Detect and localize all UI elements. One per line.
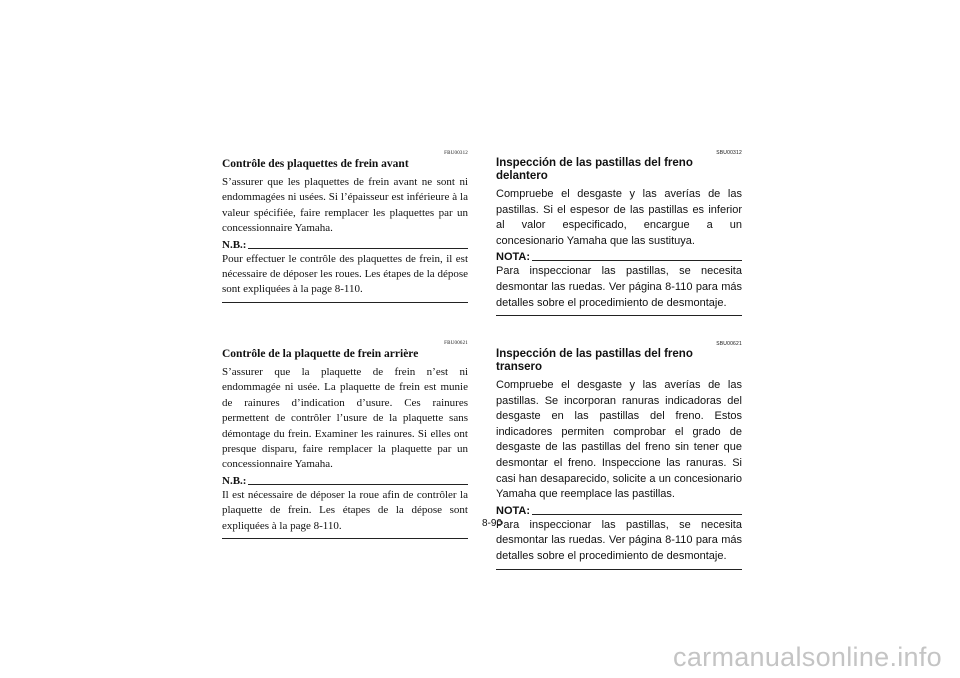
note-text: Il est nécessaire de déposer la roue afin de contrôler la plaquette de frein. Les étapes de la dépose sont expliquées à la page 8-110. — [222, 488, 468, 532]
page-number: 8-90 — [481, 518, 502, 529]
section-body: Compruebe el desgaste y las averías de las pastillas. Se incorporan ranuras indicadoras del desgaste en las pastillas del freno. Estos indicadores permiten comprobar el grado de desgaste de las pastillas del freno sin tener que desmontar el freno. Inspeccione las ranuras. Si casi han desaparecido, solicite a un concesionario Yamaha que reemplace las pastillas. — [496, 379, 742, 501]
watermark: carmanualsonline.info — [673, 642, 942, 672]
section-code: FBU00621 — [444, 341, 468, 346]
section-title: Inspección de las pastillas del freno transero — [496, 348, 693, 373]
section-body: Compruebe el desgaste y las averías de las pastillas. Si el espesor de las pastillas es inferior al valor especificado, encargue a un concesionario Yamaha que las sustituya. — [496, 188, 742, 247]
section-body: S’assurer que la plaquette de frein n’est ni endommagée ni usée. La plaquette de frein est munie de rainures d’indication d’usure. Ces rainures permettent de contrôler l’usure de la plaquette sans démontage du frein. Examiner les rainures. Si elles ont presque disparu, faire remplacer la plaquette par un concessionnaire Yamaha. — [222, 366, 468, 471]
note-end-rule — [496, 569, 742, 570]
section-fr-rear — [222, 340, 468, 539]
section-body: S’assurer que les plaquettes de frein avant ne sont ni endommagées ni usées. Si l’épaisseur est inférieure à la valeur spécifiée, faire remplacer les plaquettes par un concessionnaire Yamaha. — [222, 176, 468, 235]
section-code: SBU00621 — [716, 341, 742, 347]
section-es-front — [496, 150, 742, 316]
note-header — [222, 238, 468, 252]
note-rule — [248, 248, 468, 249]
note-header — [222, 474, 468, 488]
note-text: Para inspeccionar las pastillas, se necesita desmontar las ruedas. Ver página 8-110 para más detalles sobre el procedimiento de desmontaje. — [496, 518, 742, 562]
note-end-rule — [496, 315, 742, 316]
note-rule — [532, 514, 742, 515]
note-header — [496, 250, 742, 264]
section-title: Contrôle des plaquettes de frein avant — [222, 158, 409, 170]
note-rule — [248, 484, 468, 485]
note-text: Para inspeccionar las pastillas, se necesita desmontar las ruedas. Ver página 8-110 para más detalles sobre el procedimiento de desmontaje. — [496, 265, 742, 309]
note-label: N.B.: — [222, 474, 247, 487]
section-code: SBU00312 — [716, 150, 742, 156]
section-code: FBU00312 — [444, 151, 468, 156]
section-title: Contrôle de la plaquette de frein arrière — [222, 348, 419, 360]
note-label: N.B.: — [222, 238, 247, 251]
section-es-rear — [496, 341, 742, 570]
note-label: NOTA: — [496, 251, 531, 264]
section-fr-front — [222, 150, 468, 303]
note-header — [496, 504, 742, 518]
note-label: NOTA: — [496, 504, 531, 517]
note-end-rule — [222, 538, 468, 539]
section-title: Inspección de las pastillas del freno delantero — [496, 157, 693, 182]
note-end-rule — [222, 302, 468, 303]
note-text: Pour effectuer le contrôle des plaquettes de frein, il est nécessaire de déposer les roues. Les étapes de la dépose sont expliquées à la page 8-110. — [222, 252, 468, 296]
note-rule — [532, 260, 742, 261]
